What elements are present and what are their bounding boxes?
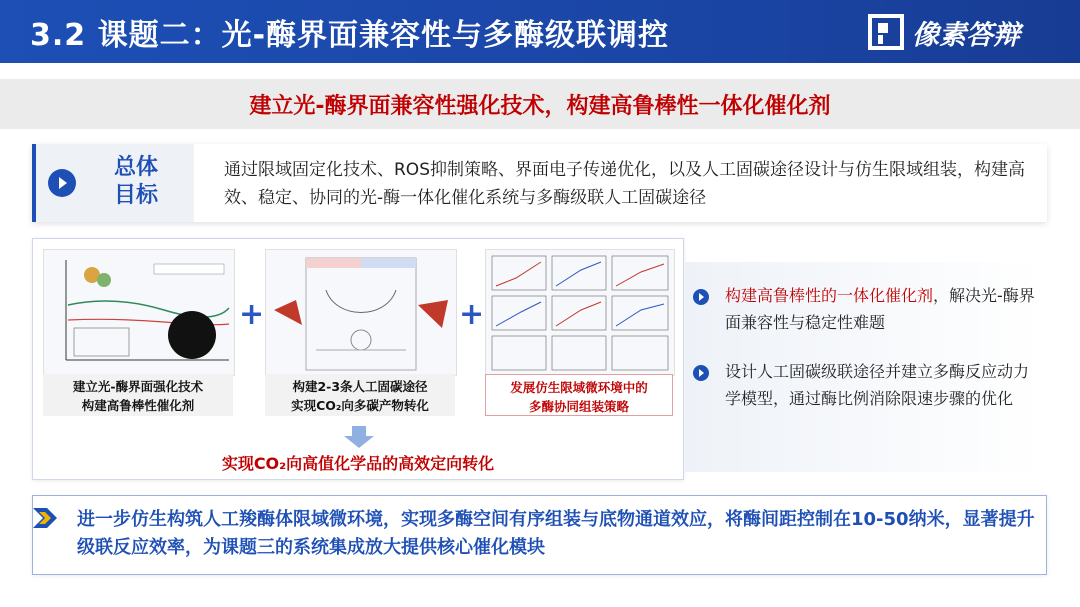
plus-icon: + [459, 297, 485, 332]
play-arrow-icon [48, 169, 76, 197]
figure-caption: 建立光-酶界面强化技术 构建高鲁棒性催化剂 [43, 374, 233, 416]
figure-panel [32, 238, 684, 480]
bullet-highlight: 构建高鲁棒性的一体化催化剂 [725, 286, 934, 305]
play-arrow-icon [693, 365, 709, 381]
bullet-text: 设计人工固碳级联途径并建立多酶反应动力学模型，通过酶比例消除限速步骤的优化 [725, 362, 1030, 408]
play-arrow-icon [693, 289, 709, 305]
goal-box [32, 144, 1047, 222]
chevron-right-icon [33, 508, 59, 528]
page-title: 3.2 课题二：光-酶界面兼容性与多酶级联调控 [30, 18, 670, 53]
goal-label-box [36, 144, 194, 222]
logo-icon [868, 14, 904, 50]
conclusion-box [32, 495, 1047, 575]
figure-caption: 构建2-3条人工固碳途径 实现CO₂向多碳产物转化 [265, 374, 455, 416]
plus-icon: + [239, 297, 265, 332]
goal-description: 通过限域固定化技术、ROS抑制策略、界面电子传递优化，以及人工固碳途径设计与仿生限域组装，构建高效、稳定、协同的光-酶一体化催化系统与多酶级联人工固碳途径 [224, 160, 1025, 208]
down-arrow-icon [342, 426, 376, 448]
subtitle-text: 建立光-酶界面兼容性强化技术，构建高鲁棒性一体化催化剂 [249, 94, 831, 119]
figure-catalyst-activity [43, 249, 235, 376]
logo-text: 像素答辩 [912, 19, 1020, 51]
conclusion-text: 进一步仿生构筑人工羧酶体限域微环境，实现多酶空间有序组装与底物通道效应，将酶间距控制在10-50纳米，显著提升级联反应效率，为课题三的系统集成放大提供核心催化模块 [77, 509, 1035, 558]
figure-caption: 发展仿生限域微环境中的 多酶协同组装策略 [485, 374, 673, 416]
bullet-text: ，解决光-酶界面兼容性与稳定性难题 [725, 286, 1035, 332]
result-text: 实现CO₂向高值化学品的高效定向转化 [221, 454, 495, 473]
goal-label: 总体 目标 [114, 155, 159, 208]
figure-multienzyme-assembly [485, 249, 675, 376]
brand-logo [868, 12, 1020, 52]
figure-carbon-pathway [265, 249, 457, 376]
bullet-list [685, 262, 1045, 472]
header-bar [0, 0, 1080, 63]
subtitle-bar [0, 79, 1080, 129]
